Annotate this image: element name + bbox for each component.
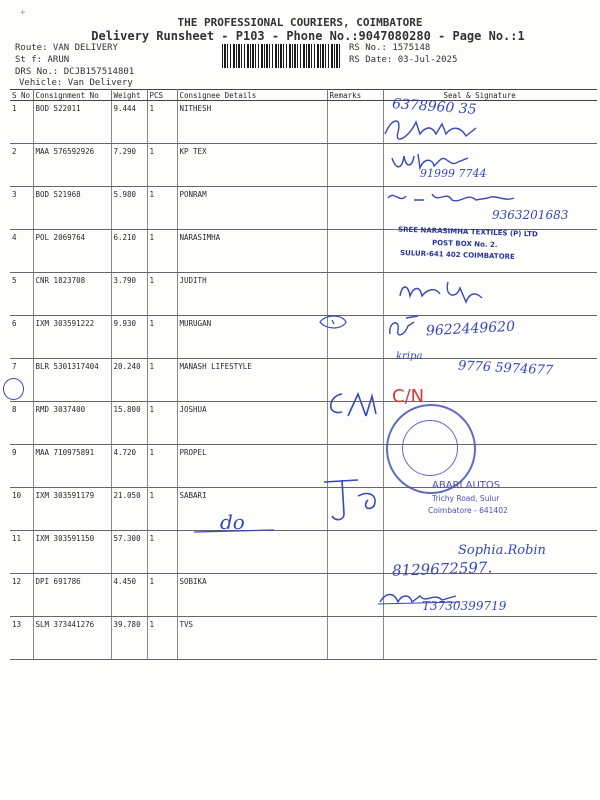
cell-consignment: POL 2069764 [33,230,111,273]
cell-consignment: RMD 3037400 [33,402,111,445]
cell-consignment: BOD 522011 [33,101,111,144]
cell-consignee: KP TEX [177,144,327,187]
cell-consignment: CNR 1823708 [33,273,111,316]
cell-pcs: 1 [147,402,177,445]
cell-sno: 9 [10,445,33,488]
handwritten-name-row7: kripa [396,351,423,362]
route-label: Route: VAN DELIVERY [15,43,118,53]
cell-pcs: 1 [147,531,177,574]
cell-weight: 5.980 [111,187,147,230]
table-row [10,488,597,531]
rs-date: RS Date: 03-Jul-2025 [349,55,458,65]
signature-row5 [396,278,486,304]
stamp-narasimha-name: SREE NARASIMHA TEXTILES (P) LTD [397,225,538,239]
cell-consignee: JOSHUA [177,402,327,445]
table-header-row [10,90,597,101]
cell-consignment: MAA 576592926 [33,144,111,187]
header-consignee: Consignee Details [177,90,327,101]
cell-weight: 57.300 [111,531,147,574]
cell-consignment: BOD 521968 [33,187,111,230]
signature-row8 [322,388,382,422]
table-row [10,144,597,187]
table-row [10,574,597,617]
header-sno: S No [10,90,33,101]
table-row [10,445,597,488]
handwritten-phone-row1: 6378960 35 [391,96,478,118]
signature-row10-11 [318,466,388,526]
table-row [10,617,597,660]
header-consignment: Consignment No [33,90,111,101]
round-seal-inner-ring [402,420,458,476]
cell-sno: 12 [10,574,33,617]
cell-pcs: 1 [147,316,177,359]
table-row [10,402,597,445]
rs-number: RS No.: 1575148 [349,43,431,53]
cell-sno: 4 [10,230,33,273]
cell-weight: 39.780 [111,617,147,660]
cell-consignment: MAA 710975891 [33,445,111,488]
cell-weight: 4.720 [111,445,147,488]
runsheet-subtitle: Delivery Runsheet - P103 - Phone No.:9047080280 - Page No.:1 [91,29,525,43]
cell-weight: 9.444 [111,101,147,144]
cell-signature [383,617,597,660]
table-row [10,273,597,316]
cell-weight: 3.790 [111,273,147,316]
cell-remarks [327,273,383,316]
vehicle-label: Vehicle: Van Delivery [19,78,133,88]
signature-row3 [384,188,524,206]
ditto-stroke-row11 [190,526,280,538]
cell-weight: 6.210 [111,230,147,273]
scan-mark: + [20,8,26,18]
cell-pcs: 1 [147,617,177,660]
handwritten-ditto-row11: do [220,510,245,534]
cell-sno: 10 [10,488,33,531]
cell-sno: 2 [10,144,33,187]
stamp-sabari-name: ABARI AUTOS [432,480,501,491]
row8-circle-mark [3,378,24,400]
cell-pcs: 1 [147,101,177,144]
cell-consignment: SLM 373441276 [33,617,111,660]
cell-consignee: NARASIMHA [177,230,327,273]
cell-weight: 7.290 [111,144,147,187]
handwritten-phone-row3: 9363201683 [492,208,569,222]
handwritten-phone-row2: 91999 7744 [420,167,487,180]
stamp-sabari-road: Trichy Road, Sulur [432,494,500,503]
cell-remarks [327,230,383,273]
stamp-narasimha-address: SULUR-641 402 COIMBATORE [399,248,515,262]
handwritten-name-row12: Sophia.Robin [458,543,546,558]
cell-consignment: DPI 691786 [33,574,111,617]
handwritten-phone-row12: 8129672597. [391,558,493,580]
cell-pcs: 1 [147,359,177,402]
cell-sno: 13 [10,617,33,660]
cell-sno: 7 [10,359,33,402]
cell-consignee: PONRAM [177,187,327,230]
cell-weight: 9.930 [111,316,147,359]
cell-sno: 3 [10,187,33,230]
cell-consignee: MANASH LIFESTYLE [177,359,327,402]
cell-pcs: 1 [147,273,177,316]
handwritten-phone-row13: T3730399719 [422,599,507,613]
company-title: THE PROFESSIONAL COURIERS, COIMBATORE [177,16,423,29]
cell-weight: 20.240 [111,359,147,402]
cell-consignment: IXM 303591222 [33,316,111,359]
cell-remarks [327,531,383,574]
cell-sno: 11 [10,531,33,574]
cell-weight: 4.450 [111,574,147,617]
signature-row1 [380,112,490,142]
staff-label: St f: ARUN [15,55,70,65]
cell-remarks [327,101,383,144]
handwritten-phone-row6: 9622449620 [425,318,516,340]
cell-pcs: 1 [147,144,177,187]
cell-remarks [327,574,383,617]
cell-weight: 15.800 [111,402,147,445]
cell-remarks [327,617,383,660]
handwritten-phone-row7: 9776 5974677 [457,358,554,379]
cell-pcs: 1 [147,230,177,273]
cn-mark-red: C/N [392,386,425,407]
cell-sno: 5 [10,273,33,316]
header-weight: Weight [111,90,147,101]
cell-consignee: SABARI [177,488,327,531]
header-seal-signature: Seal & Signature [383,90,597,101]
stamp-narasimha-box: POST BOX No. 2. [431,238,498,250]
cell-sno: 1 [10,101,33,144]
barcode-image [222,44,342,68]
drs-number: DRS No.: DCJB157514801 [15,67,135,77]
cell-consignee: TVS [177,617,327,660]
cell-sno: 6 [10,316,33,359]
cell-pcs: 1 [147,187,177,230]
cell-pcs: 1 [147,488,177,531]
stamp-sabari-city: Coimbatore - 641402 [428,506,508,515]
cell-consignee: SOBIKA [177,574,327,617]
cell-weight: 21.050 [111,488,147,531]
cell-pcs: 1 [147,445,177,488]
cell-remarks [327,144,383,187]
cell-consignment: IXM 303591179 [33,488,111,531]
remark-mark-row6 [316,312,356,332]
cell-consignee: JUDITH [177,273,327,316]
cell-remarks [327,187,383,230]
cell-sno: 8 [10,402,33,445]
header-remarks: Remarks [327,90,383,101]
cell-consignee: PROPEL [177,445,327,488]
header-pcs: PCS [147,90,177,101]
cell-consignment: IXM 303591150 [33,531,111,574]
cell-consignment: BLR 5301317404 [33,359,111,402]
signature-row6 [384,312,424,342]
cell-pcs: 1 [147,574,177,617]
cell-consignee: NITHESH [177,101,327,144]
cell-consignee: MURUGAN [177,316,327,359]
table-row [10,101,597,144]
